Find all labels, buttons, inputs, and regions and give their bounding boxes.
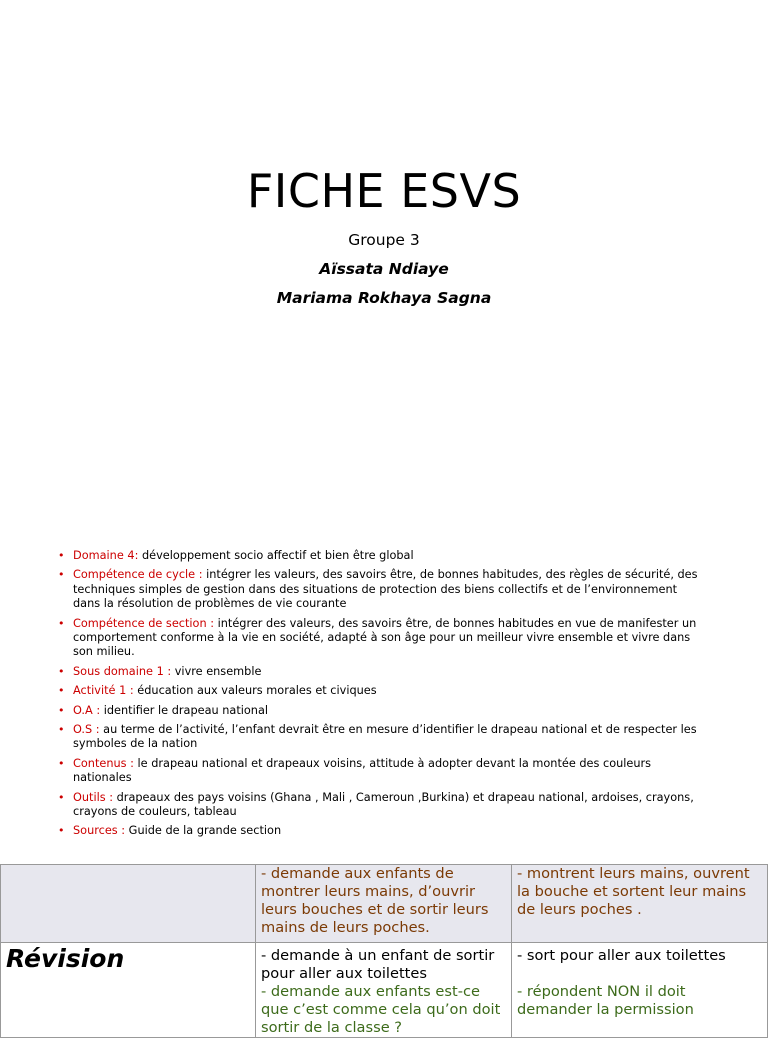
- children-activity-cell: [512, 943, 768, 1038]
- list-item: [57, 723, 707, 752]
- list-item: [57, 791, 707, 820]
- table-row: [1, 865, 768, 943]
- item-text: éducation aux valeurs morales et civiques: [133, 684, 377, 698]
- item-label: Compétence de cycle :: [73, 568, 203, 582]
- item-label: Sources :: [73, 824, 126, 838]
- bullet-icon: •: [58, 756, 65, 770]
- item-text: au terme de l’activité, l’enfant devrait être en mesure d’identifier le drapeau national et de respecter les symboles de la nation: [73, 723, 697, 751]
- children-step: - sort pour aller aux toilettes: [517, 947, 726, 964]
- phase-cell: Révision: [1, 943, 256, 1038]
- phase-cell: [1, 865, 256, 943]
- list-item: [57, 684, 707, 698]
- item-text: intégrer les valeurs, des savoirs être, de bonnes habitudes, des règles de sécurité, des techniques simples de gestion dans des situations de protection des biens collectifs et de l’environnement dans la résolution de problèmes de vie courante: [73, 568, 698, 611]
- list-item: [57, 704, 707, 718]
- table-row: [1, 943, 768, 1038]
- group-label: Groupe 3: [348, 231, 420, 249]
- item-label: Sous domaine 1 :: [73, 664, 172, 678]
- list-item: [57, 568, 707, 611]
- author-name: Aïssata Ndiaye: [319, 260, 449, 278]
- bullet-icon: •: [58, 568, 65, 582]
- bullet-icon: •: [58, 684, 65, 698]
- lesson-details-list: [57, 549, 707, 844]
- children-step: - répondent NON il doit demander la permission: [517, 983, 694, 1018]
- item-text: Guide de la grande section: [125, 824, 282, 838]
- item-text: vivre ensemble: [171, 664, 262, 678]
- list-item: [57, 757, 707, 786]
- teacher-step: - demande à un enfant de sortir pour aller aux toilettes: [261, 947, 495, 982]
- bullet-icon: •: [58, 664, 65, 678]
- author-name: Mariama Rokhaya Sagna: [276, 289, 492, 307]
- list-item: [57, 665, 707, 679]
- item-label: Activité 1 :: [73, 684, 134, 698]
- item-text: le drapeau national et drapeaux voisins, attitude à adopter devant la montée des couleurs nationales: [73, 756, 652, 785]
- list-item: [57, 617, 707, 660]
- item-label: Outils :: [73, 790, 114, 804]
- item-text: drapeaux des pays voisins (Ghana , Mali , Cameroun ,Burkina) et drapeau national, ardoises, crayons, crayons de couleurs, tableau: [73, 790, 694, 818]
- document-title: FICHE ESVS: [246, 164, 522, 218]
- item-text: développement socio affectif et bien être global: [138, 549, 414, 562]
- item-label: Compétence de section :: [73, 616, 215, 630]
- bullet-icon: •: [58, 616, 65, 630]
- item-label: O.A :: [73, 703, 101, 717]
- item-label: O.S :: [73, 723, 100, 737]
- list-item: [57, 824, 707, 838]
- bullet-icon: •: [58, 824, 65, 838]
- item-label: Contenus :: [73, 756, 134, 770]
- item-text: identifier le drapeau national: [100, 703, 269, 717]
- spacer: [517, 965, 762, 983]
- teacher-activity-cell: - demande aux enfants de montrer leurs mains, d’ouvrir leurs bouches et de sortir leurs mains de leurs poches.: [256, 865, 512, 943]
- list-item: [57, 549, 707, 563]
- item-label: Domaine 4:: [73, 549, 139, 562]
- lesson-steps-table: [0, 864, 768, 1038]
- bullet-icon: •: [58, 549, 65, 562]
- bullet-icon: •: [58, 703, 65, 717]
- children-activity-cell: - montrent leurs mains, ouvrent la bouche et sortent leur mains de leurs poches .: [512, 865, 768, 943]
- bullet-icon: •: [58, 790, 65, 804]
- teacher-activity-cell: [256, 943, 512, 1038]
- teacher-step: - demande aux enfants est-ce que c’est comme cela qu’on doit sortir de la classe ?: [261, 983, 501, 1036]
- bullet-icon: •: [58, 723, 65, 737]
- item-text: intégrer des valeurs, des savoirs être, de bonnes habitudes en vue de manifester un comportement conforme à la vie en société, adapté à son âge pour un meilleur vivre ensemble et vivre dans son milieu.: [73, 616, 697, 659]
